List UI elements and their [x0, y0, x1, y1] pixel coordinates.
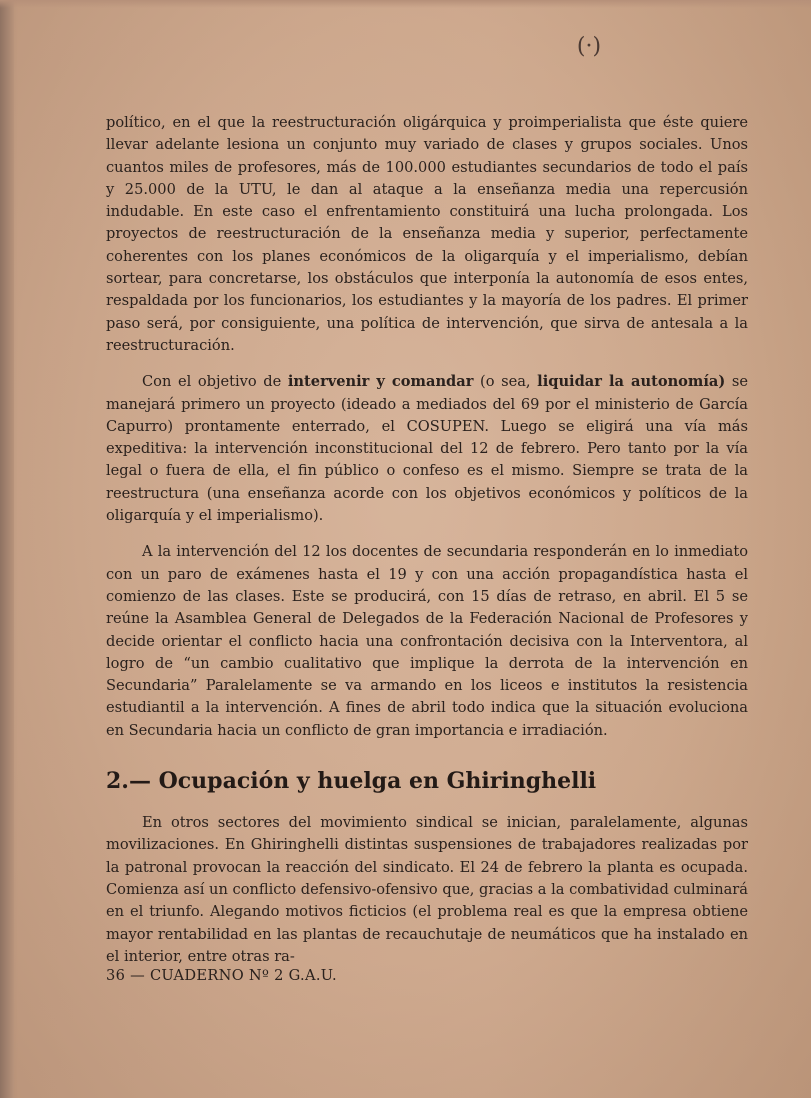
paragraph-2 [106, 371, 748, 527]
page-mark: (·) [576, 34, 602, 59]
page-footer: 36 — CUADERNO Nº 2 G.A.U. [106, 967, 337, 984]
paragraph-1: político, en el que la reestructuración oligárquica y proimperialista que éste quiere llevar adelante lesiona un conjunto muy variado de clases y grupos sociales. Unos cuantos miles de profesores, más de 100.000 estudiantes secundarios de todo el país y 25.000 de la UTU, le dan al ataque a la enseñanza media una repercusión indudable. En este caso el enfrentamiento constituirá una lucha prolongada. Los proyectos de reestructuración de la enseñanza media y superior, perfectamente coherentes con los planes económicos de la oligarquía y el imperialismo, debían sortear, para concretarse, los obstáculos que interponía la autonomía de esos entes, respaldada por los funcionarios, los estudiantes y la mayoría de los padres. El primer paso será, por consiguiente, una política de intervención, que sirva de antesala a la reestructuración. [106, 114, 748, 354]
paragraph-3: A la intervención del 12 los docentes de secundaria responderán en lo inmediato con un paro de exámenes hasta el 19 y con una acción propagandística hasta el comienzo de las clases. Este se producirá, con 15 días de retraso, en abril. El 5 se reúne la Asamblea General de Delegados de la Federación Nacional de Profesores y decide orientar el conflicto hacia una confrontación decisiva con la Interventora, al logro de “un cambio cualitativo que implique la derrota de la intervención en Secundaria” Paralelamente se va armando en los liceos e institutos la resistencia estudiantil a la intervención. A fines de abril todo indica que la situación evoluciona en Secundaria hacia un conflicto de gran importancia e irradiación. [106, 543, 748, 739]
paragraph-2-bold-2: liquidar la autonomía) [537, 373, 726, 391]
page-top-edge [0, 0, 811, 8]
paragraph-4: En otros sectores del movimiento sindical se inician, paralelamente, algunas movilizaciones. En Ghiringhelli distintas suspensiones de trabajadores realizadas por la patronal provocan la reacción del sindicato. El 24 de febrero la planta es ocupada. Comienza así un conflicto defensivo-ofensivo que, gracias a la combatividad culminará en el triunfo. Alegando motivos ficticios (el problema real es que la empresa obtiene mayor rentabilidad en las plantas de recauchutaje de neumáticos que ha instalado en el interior, entre otras ra- [106, 814, 748, 965]
section-title: 2.— Ocupación y huelga en Ghiringhelli [106, 768, 597, 795]
page-left-edge [0, 0, 14, 1098]
paragraph-2-part-b: (o sea, [473, 373, 538, 391]
paragraph-2-bold-1: intervenir y comandar [287, 373, 474, 391]
paragraph-2-part-c: se manejará primero un proyecto (ideado a mediados del 69 por el ministerio de García Capurro) prontamente enterrado, el COSUPEN. Luego se eligirá una vía más expeditiva: la intervención inconstitucional del 12 de febrero. Pero tanto por la vía legal o fuera de ella, el fin público o confeso es el mismo. Siempre se trata de la reestructura (una enseñanza acorde con los objetivos económicos y políticos de la oligarquía y el imperialismo). [106, 373, 748, 525]
body-text [106, 112, 748, 968]
paragraph-2-part-a: Con el objetivo de [142, 373, 288, 391]
